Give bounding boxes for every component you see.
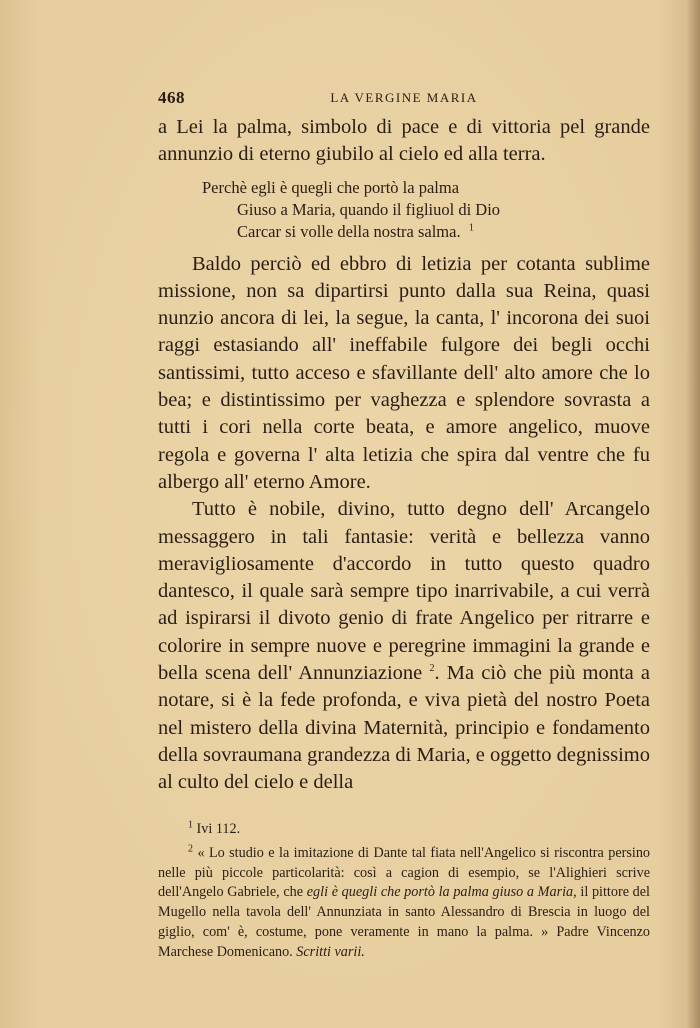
paragraph-3-part-2: . Ma ciò che più monta a notare, si è la fede profonda, e viva pietà del nostro Poeta nel mistero della divina Maternità, principio e fondamento della sovraumana grandezza di Maria, e oggetto degnissimo al culto del cielo e della <box>158 662 651 794</box>
verse-line-2: Giuso a Maria, quando il figliuol di Dio <box>237 199 501 219</box>
footnote-2-quote: egli è quegli che portò la palma giuso a Maria <box>306 884 574 901</box>
footnote-1-text: Ivi 112. <box>196 821 241 837</box>
verse-line-1: Perchè egli è quegli che portò la palma <box>202 177 460 197</box>
paragraph-3 <box>158 496 650 796</box>
page-edge-shadow <box>686 0 700 1028</box>
verse-line-3 <box>202 221 650 243</box>
verse-quotation <box>202 177 650 243</box>
footnote-ref-2: 2 <box>429 663 435 675</box>
paragraph-2: Baldo perciò ed ebbro di letizia per cotanta sublime missione, non sa dipartirsi punto dalla sua Reina, quasi nunzio ancora di lei, la segue, la canta, l' incorona dei suoi raggi estasiando all' ineffabile fulgore dei begli occhi santissimi, tutto acceso e sfavillante dell' alto amore che lo bea; e distintissimo per vaghezza e splendore sovrasta a tutti i cori nella corte beata, e amore angelico, muove regola e governa l' alta letizia che spira dal ventre che fu albergo all' eterno Amore. <box>158 252 650 493</box>
paragraph-3-part-1: Tutto è nobile, divino, tutto degno dell' Arcangelo messaggero in tali fantasie: verità e bellezza vanno meravigliosamente d'accordo in tutto questo quadro dantesco, il quale sarà sempre tipo inarrivabile, a cui verrà ad ispirarsi il divoto genio di frate Angelico per ritrarre e colorire in sempre nuove e peregrine immagini la grande e bella scena dell' Annunziazione <box>158 498 650 685</box>
running-title: LA VERGINE MARIA <box>330 90 478 105</box>
footnote-1-mark: 1 <box>188 819 193 831</box>
footnote-2-work-title: Scritti varii. <box>296 943 365 960</box>
paragraph-1: a Lei la palma, simbolo di pace e di vittoria pel grande annunzio di eterno giubilo al cielo ed alla terra. <box>158 116 650 166</box>
footnote-ref-1: 1 <box>468 222 474 234</box>
footnote-2-text-b: , il pittore del Mugello nella tavola dell' Annunziata in santo Alessandro di Brescia in luogo del giglio, com' è, costume, pone veramente in mano la palma. » Padre Vincenzo Marchese Domenicano. <box>158 884 651 960</box>
page-number: 468 <box>158 88 185 107</box>
footnotes <box>158 820 650 963</box>
footnote-2-text-a: « Lo studio e la imitazione di Dante tal fiata nell'Angelico si riscontra persino nelle più piccole particolarità: così a cagion di esempio, se l'Alighieri scrive dell'Angelo Gabriele, che <box>158 844 651 901</box>
verse-line-3-text: Carcar si volle della nostra salma. <box>237 221 461 241</box>
footnote-2 <box>158 844 650 963</box>
page-body <box>158 88 650 797</box>
footnote-1 <box>158 820 650 840</box>
running-head <box>158 88 650 114</box>
footnote-2-mark: 2 <box>188 843 193 855</box>
